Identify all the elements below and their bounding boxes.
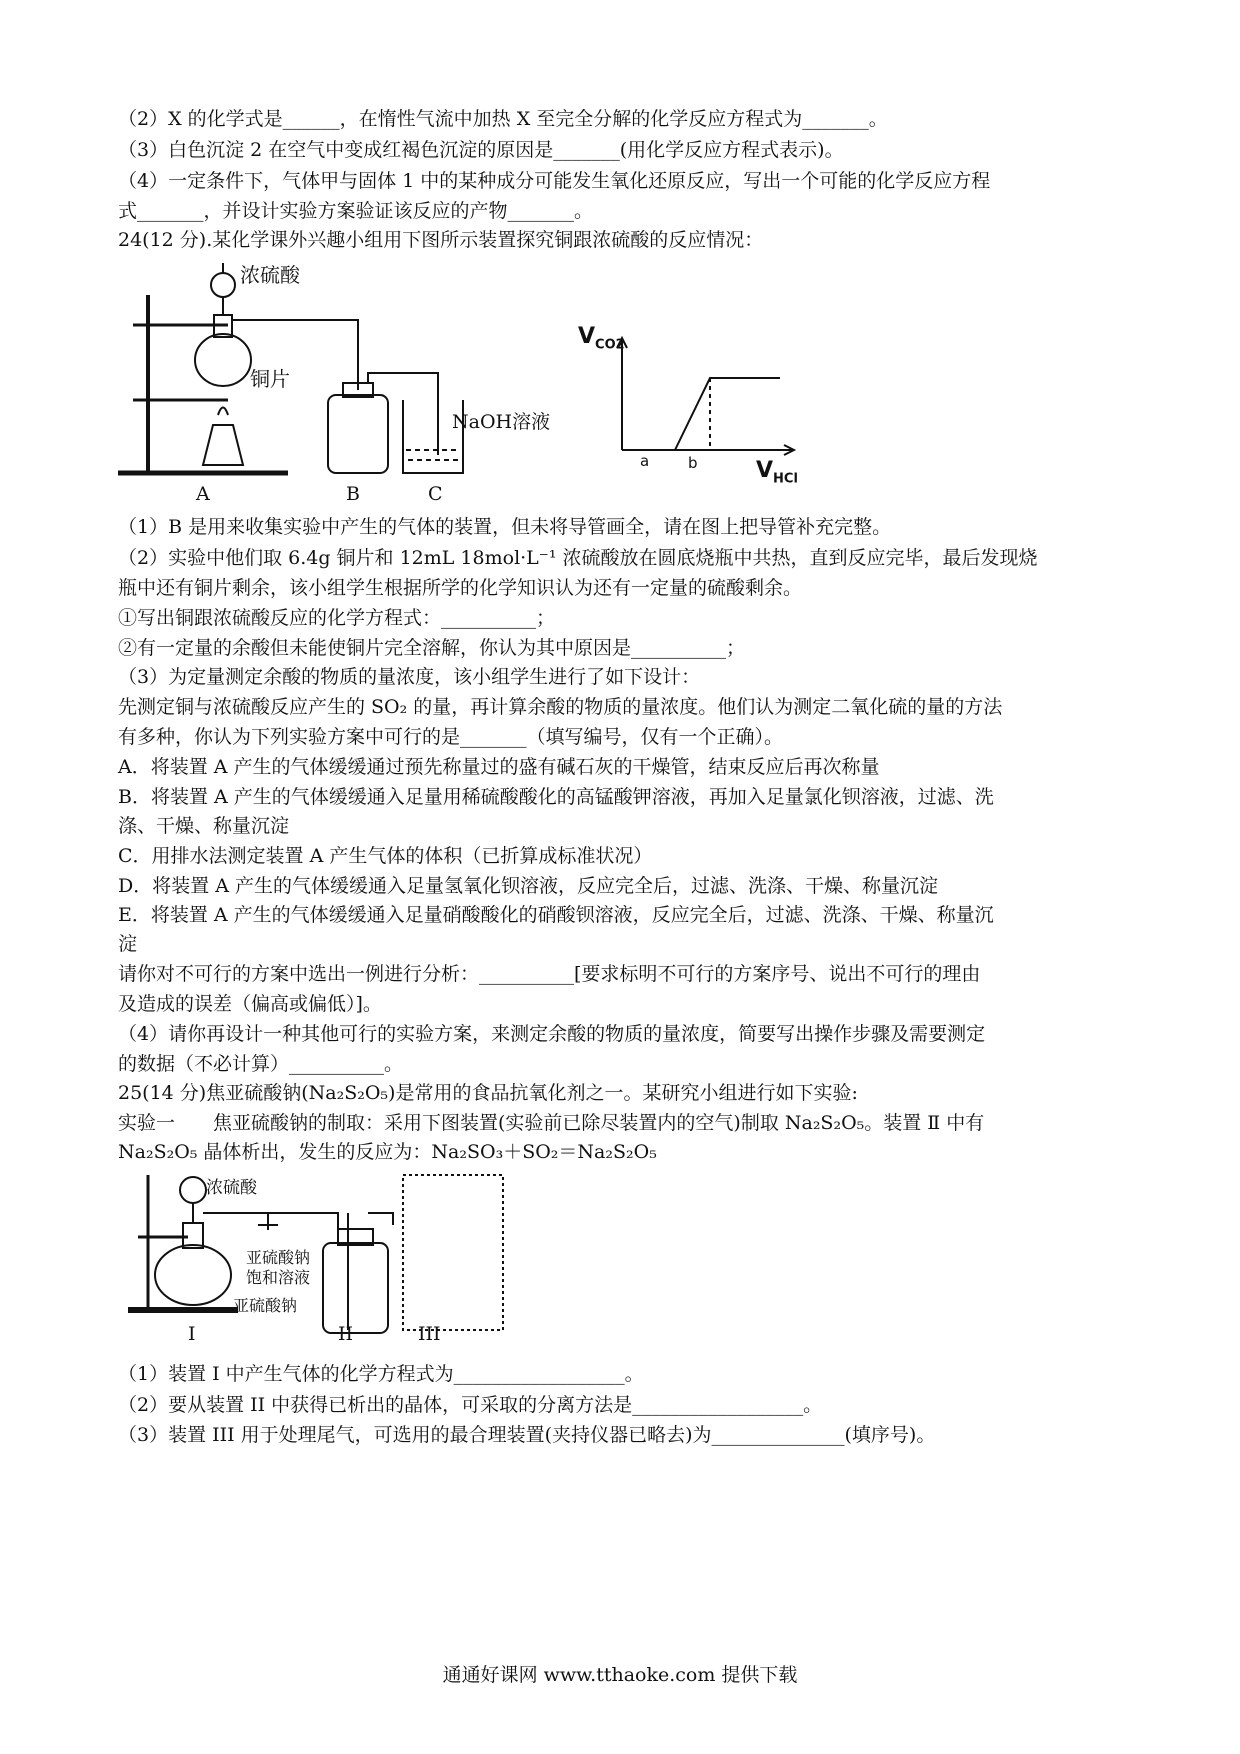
q24-part2-line1: （2）实验中他们取 6.4g 铜片和 12mL 18mol·L⁻¹ 浓硫酸放在圆底烧瓶中共热，直到反应完毕，最后发现烧 bbox=[118, 547, 1038, 569]
q25-sat-solution-label-2: 饱和溶液 bbox=[246, 1268, 311, 1287]
q23-part4-line2: 式_______，并设计实验方案验证该反应的产物_______。 bbox=[118, 200, 594, 222]
q24-part2-sub1: ①写出铜跟浓硫酸反应的化学方程式：__________； bbox=[118, 607, 556, 629]
copper-sheet-label: 铜片 bbox=[250, 367, 290, 391]
graph-x-axis-label: $V_{HCl}$ bbox=[756, 458, 798, 487]
q25-apparatus-label-i: I bbox=[188, 1323, 196, 1345]
q24-part2-line2: 瓶中还有铜片剩余，该小组学生根据所学的化学知识认为还有一定量的硫酸剩余。 bbox=[118, 577, 803, 599]
q24-option-e-line2: 淀 bbox=[118, 933, 138, 955]
q25-apparatus-label-ii: II bbox=[338, 1323, 354, 1345]
page-footer: 通通好课网 www.tthaoke.com 提供下载 bbox=[442, 1664, 798, 1686]
q24-part3: （3）为定量测定余酸的物质的量浓度，该小组学生进行了如下设计： bbox=[118, 666, 701, 688]
graph-y-axis-label: $V_{CO2}$ bbox=[578, 324, 625, 353]
q25-apparatus-figure bbox=[118, 1165, 618, 1355]
q24-part3-line2: 有多种，你认为下列实验方案中可行的是_______（填写编号，仅有一个正确）。 bbox=[118, 726, 784, 748]
q25-part1: （1）装置 I 中产生气体的化学方程式为__________________。 bbox=[118, 1363, 644, 1385]
q24-option-d: D．将装置 A 产生的气体缓缓通入足量氢氧化钡溶液，反应完全后，过滤、洗涤、干燥、称量沉淀 bbox=[118, 875, 939, 897]
q24-part3-analysis-line2: 及造成的误差（偏高或偏低）]。 bbox=[118, 993, 382, 1015]
q25-experiment1-line1: 实验一 焦亚硫酸钠的制取：采用下图装置(实验前已除尽装置内的空气)制取 Na₂S₂O₅。装置 Ⅱ 中有 bbox=[118, 1112, 985, 1134]
co2-volume-graph bbox=[570, 320, 810, 500]
q24-option-c: C．用排水法测定装置 A 产生气体的体积（已折算成标准状况） bbox=[118, 845, 653, 867]
q24-part4-line2: 的数据（不必计算）__________。 bbox=[118, 1053, 404, 1075]
q24-option-b-line1: B．将装置 A 产生的气体缓缓通入足量用稀硫酸酸化的高锰酸钾溶液，再加入足量氯化钡溶液，过滤、洗 bbox=[118, 786, 994, 808]
graph-curve bbox=[675, 378, 780, 450]
apparatus-label-c: C bbox=[428, 483, 443, 505]
q24-title: 24(12 分).某化学课外兴趣小组用下图所示装置探究铜跟浓硫酸的反应情况： bbox=[118, 229, 764, 251]
q24-part4-line1: （4）请你再设计一种其他可行的实验方案，来测定余酸的物质的量浓度，简要写出操作步骤及需要测定 bbox=[118, 1023, 986, 1045]
conc-sulfuric-acid-label: 浓硫酸 bbox=[240, 263, 300, 287]
q24-option-a: A．将装置 A 产生的气体缓缓通过预先称量过的盛有碱石灰的干燥管，结束反应后再次称量 bbox=[118, 756, 880, 778]
q23-part2: （2）X 的化学式是______，在惰性气流中加热 X 至完全分解的化学反应方程式为_______。 bbox=[118, 108, 888, 130]
q24-part1: （1）B 是用来收集实验中产生的气体的装置，但未将导管画全，请在图上把导管补充完整。 bbox=[118, 516, 892, 538]
graph-point-b: b bbox=[688, 454, 698, 472]
q25-title: 25(14 分)焦亚硫酸钠(Na₂S₂O₅)是常用的食品抗氧化剂之一。某研究小组进行如下实验: bbox=[118, 1082, 858, 1104]
q25-experiment1-line2: Na₂S₂O₅ 晶体析出，发生的反应为：Na₂SO₃＋SO₂＝Na₂S₂O₅ bbox=[118, 1141, 657, 1163]
q24-part3-line1: 先测定铜与浓硫酸反应产生的 SO₂ 的量，再计算余酸的物质的量浓度。他们认为测定二氧化硫的量的方法 bbox=[118, 696, 1003, 718]
q25-conc-acid-label: 浓硫酸 bbox=[206, 1178, 257, 1198]
apparatus-label-b: B bbox=[346, 483, 360, 505]
q24-part3-analysis-line1: 请你对不可行的方案中选出一例进行分析：__________[要求标明不可行的方案序号、说出不可行的理由 bbox=[118, 963, 981, 985]
apparatus-label-a: A bbox=[196, 483, 210, 505]
q25-apparatus-label-iii: III bbox=[418, 1323, 441, 1345]
q25-part2: （2）要从装置 II 中获得已析出的晶体，可采取的分离方法是__________________。 bbox=[118, 1394, 823, 1416]
q24-option-e-line1: E．将装置 A 产生的气体缓缓通入足量硝酸酸化的硝酸钡溶液，反应完全后，过滤、洗涤、干燥、称量沉 bbox=[118, 904, 994, 926]
graph-point-a: a bbox=[640, 452, 650, 470]
q24-part2-sub2: ②有一定量的余酸但未能使铜片完全溶解，你认为其中原因是__________； bbox=[118, 637, 746, 659]
q25-part3: （3）装置 III 用于处理尾气，可选用的最合理装置(夹持仪器已略去)为______________(填序号)。 bbox=[118, 1424, 936, 1446]
naoh-solution-label: NaOH溶液 bbox=[452, 411, 551, 433]
q23-part3: （3）白色沉淀 2 在空气中变成红褐色沉淀的原因是_______(用化学反应方程式表示)。 bbox=[118, 139, 844, 161]
q25-sodium-sulfite-label: 亚硫酸钠 bbox=[233, 1296, 298, 1315]
q25-sat-solution-label-1: 亚硫酸钠 bbox=[246, 1248, 311, 1267]
q24-option-b-line2: 涤、干燥、称量沉淀 bbox=[118, 815, 290, 837]
q23-part4-line1: （4）一定条件下，气体甲与固体 1 中的某种成分可能发生氧化还原反应，写出一个可能的化学反应方程 bbox=[118, 170, 991, 192]
